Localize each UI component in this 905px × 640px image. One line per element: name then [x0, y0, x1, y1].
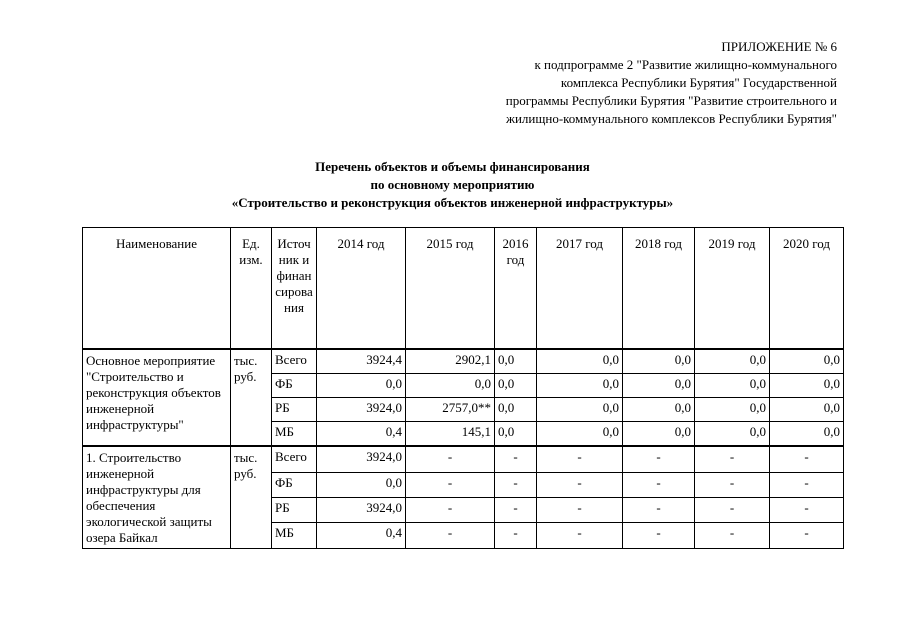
- appendix-line: программы Республики Бурятия "Развитие строительного и: [505, 93, 837, 108]
- cell-2015: 2757,0**: [406, 398, 495, 422]
- cell-2014: 0,0: [317, 472, 406, 497]
- header-2019: 2019 год: [695, 228, 770, 350]
- row-source: ФБ: [272, 374, 317, 398]
- cell-2015: -: [406, 472, 495, 497]
- row-source: Всего: [272, 446, 317, 472]
- header-2020: 2020 год: [770, 228, 844, 350]
- cell-2018: -: [623, 472, 695, 497]
- cell-2017: 0,0: [537, 349, 623, 374]
- table-row: [83, 446, 844, 472]
- header-name: Наименование: [83, 228, 231, 350]
- row-source: ФБ: [272, 472, 317, 497]
- cell-2015: 145,1: [406, 422, 495, 447]
- cell-2014: 3924,0: [317, 398, 406, 422]
- row-source: МБ: [272, 523, 317, 549]
- header-source: Источник и финансирования: [272, 228, 317, 350]
- row-source: МБ: [272, 422, 317, 447]
- cell-2017: -: [537, 498, 623, 523]
- cell-2020: -: [770, 472, 844, 497]
- cell-2014: 0,0: [317, 374, 406, 398]
- cell-2019: -: [695, 498, 770, 523]
- cell-2018: -: [623, 446, 695, 472]
- appendix-line: к подпрограмме 2 "Развитие жилищно-коммунального: [534, 57, 837, 72]
- cell-2020: 0,0: [770, 398, 844, 422]
- cell-2017: 0,0: [537, 422, 623, 447]
- cell-2018: 0,0: [623, 374, 695, 398]
- cell-2017: 0,0: [537, 374, 623, 398]
- cell-2020: 0,0: [770, 422, 844, 447]
- cell-2016: -: [495, 472, 537, 497]
- cell-2015: 2902,1: [406, 349, 495, 374]
- appendix-header: [377, 38, 837, 128]
- cell-2020: 0,0: [770, 374, 844, 398]
- cell-2020: -: [770, 523, 844, 549]
- row-name: Основное мероприятие "Строительство и реконструкция объектов инженерной инфраструктуры": [83, 349, 231, 446]
- cell-2018: 0,0: [623, 398, 695, 422]
- cell-2018: 0,0: [623, 349, 695, 374]
- table-row: [83, 349, 844, 374]
- cell-2019: 0,0: [695, 374, 770, 398]
- cell-2014: 0,4: [317, 422, 406, 447]
- cell-2020: 0,0: [770, 349, 844, 374]
- title-line: по основному мероприятию: [370, 177, 535, 192]
- cell-2015: -: [406, 523, 495, 549]
- header-2014: 2014 год: [317, 228, 406, 350]
- appendix-line: жилищно-коммунального комплексов Республики Бурятия": [505, 111, 837, 126]
- cell-2017: -: [537, 472, 623, 497]
- row-unit: тыс. руб.: [231, 349, 272, 446]
- document-title: [0, 158, 905, 212]
- cell-2016: 0,0: [495, 398, 537, 422]
- cell-2015: -: [406, 446, 495, 472]
- cell-2014: 3924,0: [317, 498, 406, 523]
- cell-2019: -: [695, 472, 770, 497]
- row-source: Всего: [272, 349, 317, 374]
- cell-2019: -: [695, 523, 770, 549]
- cell-2016: 0,0: [495, 374, 537, 398]
- cell-2019: -: [695, 446, 770, 472]
- row-name: 1. Строительство инженерной инфраструктуры для обеспечения экологической защиты озера Байкал: [83, 446, 231, 549]
- appendix-line: комплекса Республики Бурятия" Государственной: [560, 75, 837, 90]
- cell-2018: -: [623, 498, 695, 523]
- title-line: Перечень объектов и объемы финансирования: [315, 159, 590, 174]
- cell-2017: 0,0: [537, 398, 623, 422]
- cell-2017: -: [537, 523, 623, 549]
- cell-2015: -: [406, 498, 495, 523]
- row-unit: тыс. руб.: [231, 446, 272, 549]
- financing-table: [82, 227, 844, 549]
- header-2018: 2018 год: [623, 228, 695, 350]
- cell-2015: 0,0: [406, 374, 495, 398]
- header-2015: 2015 год: [406, 228, 495, 350]
- cell-2016: 0,0: [495, 349, 537, 374]
- cell-2016: -: [495, 498, 537, 523]
- cell-2014: 0,4: [317, 523, 406, 549]
- cell-2019: 0,0: [695, 349, 770, 374]
- table-header-row: [83, 228, 844, 350]
- header-unit: Ед. изм.: [231, 228, 272, 350]
- cell-2020: -: [770, 446, 844, 472]
- cell-2018: -: [623, 523, 695, 549]
- cell-2016: -: [495, 446, 537, 472]
- header-2016: 2016 год: [495, 228, 537, 350]
- row-source: РБ: [272, 498, 317, 523]
- cell-2014: 3924,0: [317, 446, 406, 472]
- row-source: РБ: [272, 398, 317, 422]
- cell-2019: 0,0: [695, 398, 770, 422]
- cell-2014: 3924,4: [317, 349, 406, 374]
- cell-2020: -: [770, 498, 844, 523]
- cell-2016: 0,0: [495, 422, 537, 447]
- title-line: «Строительство и реконструкция объектов инженерной инфраструктуры»: [231, 195, 674, 210]
- cell-2019: 0,0: [695, 422, 770, 447]
- cell-2018: 0,0: [623, 422, 695, 447]
- header-2017: 2017 год: [537, 228, 623, 350]
- cell-2016: -: [495, 523, 537, 549]
- cell-2017: -: [537, 446, 623, 472]
- appendix-number: ПРИЛОЖЕНИЕ № 6: [721, 39, 837, 54]
